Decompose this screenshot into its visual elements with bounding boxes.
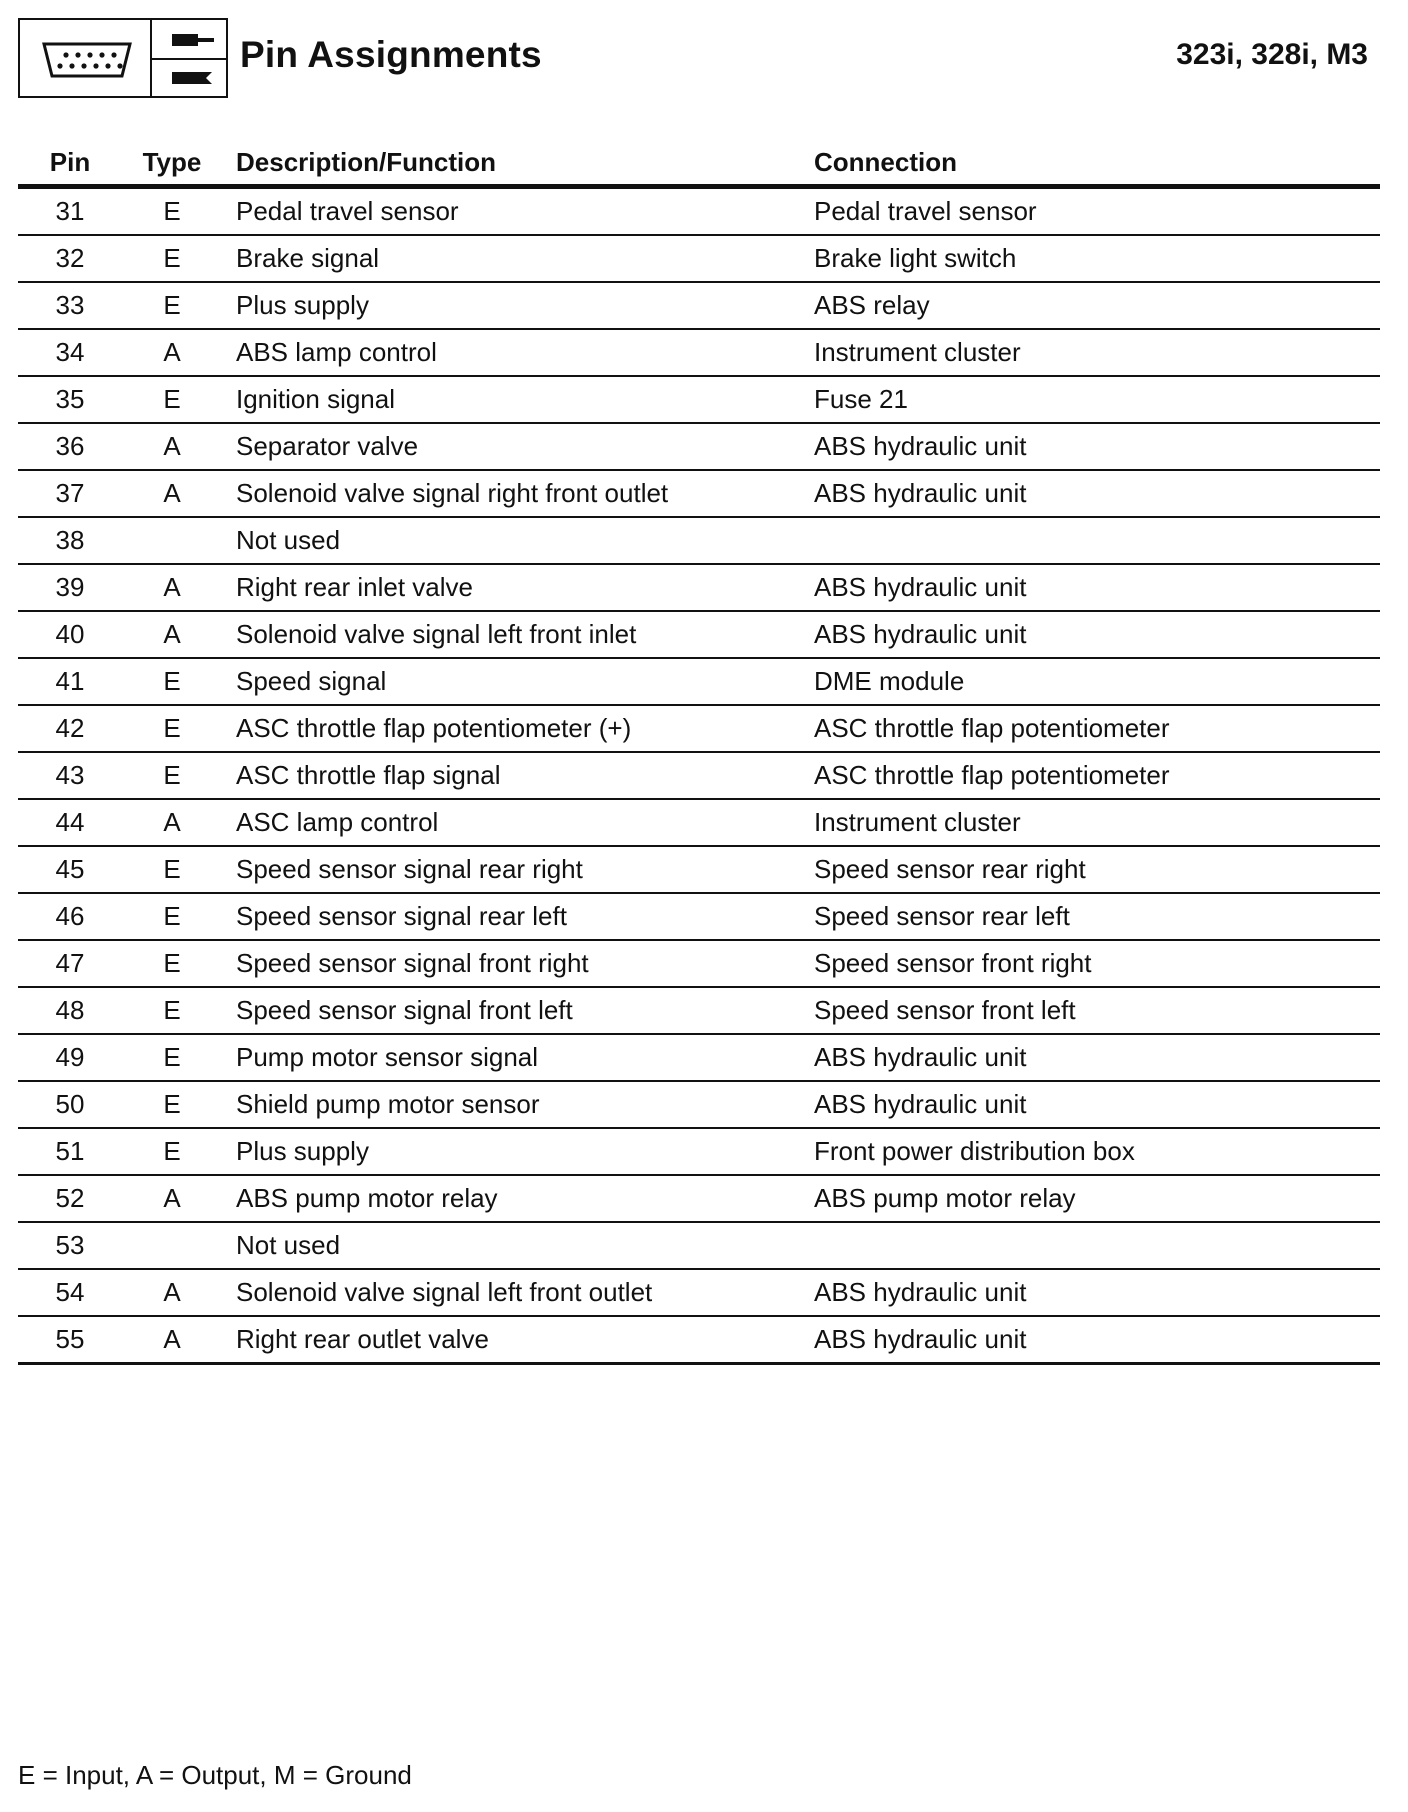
pin-assignment-table [18,140,1380,1365]
connection-cell: ABS hydraulic unit [814,1316,1380,1364]
table-row [18,1316,1380,1364]
pin-cell: 53 [18,1222,122,1269]
table-row [18,187,1380,236]
socket-icon [170,66,216,90]
table-row [18,282,1380,329]
table-row [18,940,1380,987]
table-row [18,705,1380,752]
description-cell: Solenoid valve signal left front inlet [222,611,814,658]
type-cell [122,1222,222,1269]
column-header-description: Description/Function [222,140,814,187]
pin-cell: 37 [18,470,122,517]
pin-cell: 32 [18,235,122,282]
column-header-pin: Pin [18,140,122,187]
pin-cell: 46 [18,893,122,940]
type-cell: A [122,1175,222,1222]
description-cell: Right rear inlet valve [222,564,814,611]
description-cell: ABS lamp control [222,329,814,376]
description-cell: Brake signal [222,235,814,282]
table-row [18,1034,1380,1081]
description-cell: Solenoid valve signal right front outlet [222,470,814,517]
table-row [18,1175,1380,1222]
connection-cell: ABS pump motor relay [814,1175,1380,1222]
table-row [18,423,1380,470]
type-cell: A [122,611,222,658]
type-cell: A [122,799,222,846]
connector-icon [38,40,136,80]
table-row [18,658,1380,705]
table-row [18,1128,1380,1175]
connection-cell: ABS hydraulic unit [814,1034,1380,1081]
icon-box-hdivider [152,58,228,60]
type-cell: E [122,987,222,1034]
description-cell: Ignition signal [222,376,814,423]
pin-cell: 54 [18,1269,122,1316]
type-cell: A [122,1269,222,1316]
connection-cell: ABS hydraulic unit [814,1269,1380,1316]
table-header-row [18,140,1380,187]
pin-cell: 42 [18,705,122,752]
table-row [18,893,1380,940]
description-cell: Plus supply [222,1128,814,1175]
type-cell: A [122,564,222,611]
table-row [18,470,1380,517]
model-list: 323i, 328i, M3 [1176,38,1368,71]
description-cell: Speed signal [222,658,814,705]
description-cell: Speed sensor signal front left [222,987,814,1034]
description-cell: ASC throttle flap signal [222,752,814,799]
connection-cell: Speed sensor rear right [814,846,1380,893]
description-cell: Speed sensor signal rear right [222,846,814,893]
description-cell: Pedal travel sensor [222,187,814,236]
connection-cell: ABS hydraulic unit [814,564,1380,611]
description-cell: Shield pump motor sensor [222,1081,814,1128]
connection-cell: Brake light switch [814,235,1380,282]
table-row [18,517,1380,564]
pin-cell: 34 [18,329,122,376]
description-cell: Plus supply [222,282,814,329]
connection-cell: Pedal travel sensor [814,187,1380,236]
description-cell: Separator valve [222,423,814,470]
connection-cell: ABS hydraulic unit [814,470,1380,517]
pin-cell: 50 [18,1081,122,1128]
description-cell: Speed sensor signal rear left [222,893,814,940]
connection-cell [814,517,1380,564]
connection-cell: ABS relay [814,282,1380,329]
table-row [18,1081,1380,1128]
type-legend: E = Input, A = Output, M = Ground [18,1760,412,1790]
type-cell: E [122,1034,222,1081]
connection-cell: ASC throttle flap potentiometer [814,705,1380,752]
table-row [18,987,1380,1034]
type-cell: E [122,846,222,893]
pin-cell: 31 [18,187,122,236]
table-row [18,846,1380,893]
table-row [18,1269,1380,1316]
table-row [18,376,1380,423]
pin-cell: 44 [18,799,122,846]
table-row [18,799,1380,846]
pin-cell: 55 [18,1316,122,1364]
description-cell: ABS pump motor relay [222,1175,814,1222]
pin-cell: 51 [18,1128,122,1175]
type-cell: E [122,1128,222,1175]
description-cell: Right rear outlet valve [222,1316,814,1364]
description-cell: Solenoid valve signal left front outlet [222,1269,814,1316]
pin-cell: 48 [18,987,122,1034]
plug-icon [170,28,216,52]
pin-cell: 43 [18,752,122,799]
pin-cell: 33 [18,282,122,329]
type-cell [122,517,222,564]
type-cell: E [122,235,222,282]
connection-cell: DME module [814,658,1380,705]
connection-cell: Instrument cluster [814,329,1380,376]
connection-cell: ASC throttle flap potentiometer [814,752,1380,799]
pin-cell: 49 [18,1034,122,1081]
table-row [18,329,1380,376]
type-cell: E [122,1081,222,1128]
pin-cell: 39 [18,564,122,611]
type-cell: A [122,423,222,470]
description-cell: Not used [222,1222,814,1269]
pin-cell: 52 [18,1175,122,1222]
page-title: Pin Assignments [240,34,542,75]
type-cell: A [122,329,222,376]
pin-table-container [18,140,1380,1365]
pin-cell: 36 [18,423,122,470]
column-header-type: Type [122,140,222,187]
description-cell: Speed sensor signal front right [222,940,814,987]
connection-cell: Fuse 21 [814,376,1380,423]
type-cell: E [122,705,222,752]
type-cell: E [122,940,222,987]
connection-cell: Speed sensor rear left [814,893,1380,940]
connection-cell: Speed sensor front right [814,940,1380,987]
connection-cell [814,1222,1380,1269]
table-row [18,235,1380,282]
table-row [18,1222,1380,1269]
connection-cell: ABS hydraulic unit [814,1081,1380,1128]
pin-cell: 45 [18,846,122,893]
pin-cell: 41 [18,658,122,705]
pin-cell: 38 [18,517,122,564]
pin-cell: 40 [18,611,122,658]
description-cell: ASC throttle flap potentiometer (+) [222,705,814,752]
description-cell: Pump motor sensor signal [222,1034,814,1081]
page-header [18,18,1380,102]
table-row [18,564,1380,611]
description-cell: ASC lamp control [222,799,814,846]
pin-cell: 35 [18,376,122,423]
table-row [18,611,1380,658]
table-body [18,187,1380,1364]
connector-icon-box [18,18,228,98]
column-header-connection: Connection [814,140,1380,187]
connection-cell: ABS hydraulic unit [814,423,1380,470]
type-cell: E [122,752,222,799]
type-cell: E [122,893,222,940]
connection-cell: Speed sensor front left [814,987,1380,1034]
connection-cell: Front power distribution box [814,1128,1380,1175]
connection-cell: ABS hydraulic unit [814,611,1380,658]
type-cell: E [122,282,222,329]
type-cell: E [122,187,222,236]
connection-cell: Instrument cluster [814,799,1380,846]
type-cell: E [122,658,222,705]
type-cell: A [122,470,222,517]
type-cell: A [122,1316,222,1364]
description-cell: Not used [222,517,814,564]
table-row [18,752,1380,799]
pin-cell: 47 [18,940,122,987]
type-cell: E [122,376,222,423]
